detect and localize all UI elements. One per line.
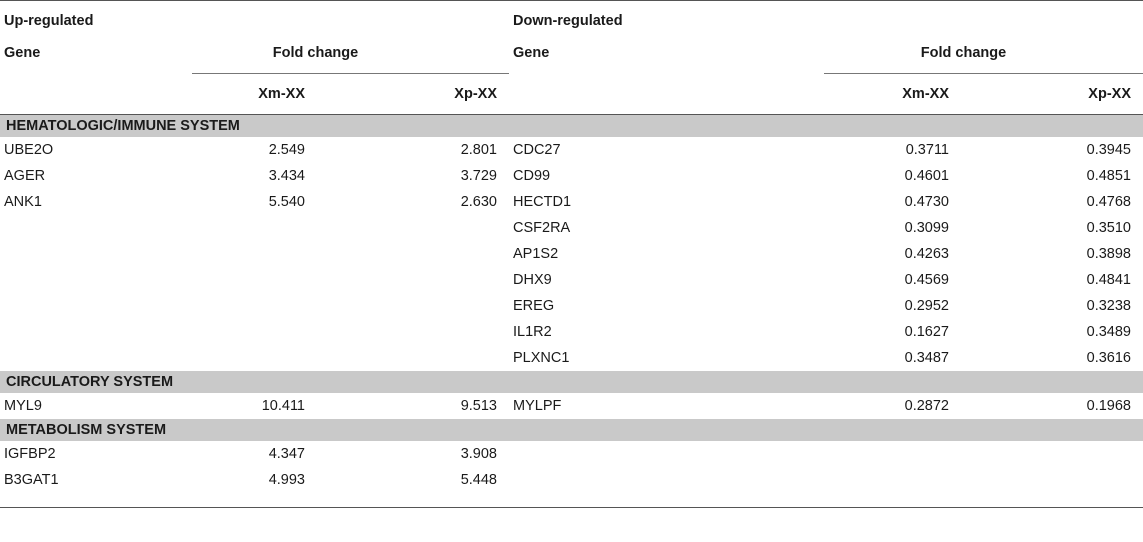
- up-xm-cell: [192, 241, 347, 267]
- group-header-row: [0, 1, 1143, 42]
- down-xm-header: Xm-XX: [902, 86, 949, 102]
- up-gene-cell: MYL9: [4, 398, 42, 414]
- up-gene-header: Gene: [4, 45, 41, 61]
- down-xp-cell: [949, 441, 1143, 467]
- section-header-row: [0, 115, 1143, 138]
- down-gene-cell: [509, 467, 631, 493]
- up-xm-cell: 2.549: [268, 142, 305, 158]
- up-gene-cell: IGFBP2: [4, 446, 56, 462]
- down-gene-header: Gene: [513, 45, 550, 61]
- section-title: METABOLISM SYSTEM: [0, 419, 1143, 441]
- up-fold-change-header: Fold change: [192, 41, 509, 74]
- down-xm-cell: [824, 467, 949, 493]
- down-gene-cell: PLXNC1: [513, 350, 570, 366]
- up-xm-cell: 5.540: [268, 194, 305, 210]
- down-xm-cell: 0.3099: [904, 220, 949, 236]
- spacer-cell: [631, 267, 824, 293]
- up-xm-header: Xm-XX: [258, 86, 305, 102]
- up-xp-header: Xp-XX: [454, 86, 497, 102]
- up-gene-cell: [0, 215, 192, 241]
- up-xm-cell: [192, 215, 347, 241]
- down-xp-cell: 0.4768: [1086, 194, 1131, 210]
- spacer-cell: [631, 345, 824, 371]
- up-gene-cell: [0, 241, 192, 267]
- table-row: [0, 267, 1143, 293]
- down-gene-cell: IL1R2: [513, 324, 552, 340]
- down-xp-cell: 0.3489: [1086, 324, 1131, 340]
- up-xm-cell: [192, 267, 347, 293]
- down-gene-cell: MYLPF: [513, 398, 562, 414]
- up-xp-cell: 9.513: [460, 398, 497, 414]
- up-xp-cell: [347, 345, 509, 371]
- spacer-cell: [631, 319, 824, 345]
- spacer-cell: [631, 467, 824, 493]
- up-xp-cell: 3.908: [460, 446, 497, 462]
- up-xm-cell: 4.993: [268, 472, 305, 488]
- down-xm-cell: 0.2872: [904, 398, 949, 414]
- up-xm-cell: [192, 345, 347, 371]
- down-gene-cell: CD99: [513, 168, 551, 184]
- down-xp-cell: [949, 467, 1143, 493]
- section-header-row: [0, 419, 1143, 441]
- table-row: [0, 345, 1143, 371]
- up-xp-cell: [347, 267, 509, 293]
- down-xm-cell: 0.3711: [905, 142, 949, 158]
- up-gene-cell: [0, 293, 192, 319]
- down-fold-change-header: Fold change: [824, 41, 1143, 74]
- up-gene-cell: ANK1: [4, 194, 42, 210]
- down-xm-cell: [824, 441, 949, 467]
- down-xp-cell: 0.3238: [1086, 298, 1131, 314]
- down-xp-cell: 0.3616: [1086, 350, 1131, 366]
- spacer-cell: [631, 393, 824, 419]
- down-xm-cell: 0.4569: [904, 272, 949, 288]
- down-gene-cell: CDC27: [513, 142, 561, 158]
- down-xm-cell: 0.1627: [904, 324, 949, 340]
- up-xm-cell: [192, 319, 347, 345]
- table-row: [0, 293, 1143, 319]
- down-xp-cell: 0.4851: [1086, 168, 1131, 184]
- section-title: CIRCULATORY SYSTEM: [0, 371, 1143, 393]
- up-xm-cell: 4.347: [268, 446, 305, 462]
- up-xp-cell: 5.448: [460, 472, 497, 488]
- down-xm-cell: 0.4263: [904, 246, 949, 262]
- down-xm-cell: 0.2952: [904, 298, 949, 314]
- up-xm-cell: 10.411: [261, 398, 305, 414]
- up-gene-cell: [0, 267, 192, 293]
- spacer-cell: [631, 293, 824, 319]
- down-gene-cell: CSF2RA: [513, 220, 571, 236]
- down-regulated-header: Down-regulated: [513, 13, 623, 29]
- down-xp-cell: 0.1968: [1086, 398, 1131, 414]
- spacer-cell: [631, 441, 824, 467]
- up-xp-cell: [347, 241, 509, 267]
- table-row: [0, 441, 1143, 467]
- down-xp-header: Xp-XX: [1088, 86, 1131, 102]
- down-gene-cell: [509, 441, 631, 467]
- spacer-cell: [631, 163, 824, 189]
- down-xp-cell: 0.3945: [1086, 142, 1131, 158]
- spacer-cell: [631, 241, 824, 267]
- up-xp-cell: 2.801: [460, 142, 497, 158]
- up-xp-cell: [347, 319, 509, 345]
- table-row: [0, 319, 1143, 345]
- table-row: [0, 215, 1143, 241]
- up-xm-cell: [192, 293, 347, 319]
- table-row: [0, 137, 1143, 163]
- down-xm-cell: 0.4601: [904, 168, 949, 184]
- spacer-cell: [631, 137, 824, 163]
- section-title: HEMATOLOGIC/IMMUNE SYSTEM: [0, 115, 1143, 138]
- down-gene-cell: DHX9: [513, 272, 552, 288]
- up-xp-cell: 3.729: [460, 168, 497, 184]
- up-regulated-header: Up-regulated: [4, 13, 94, 29]
- down-xp-cell: 0.4841: [1086, 272, 1131, 288]
- section-header-row: [0, 371, 1143, 393]
- down-xm-cell: 0.3487: [904, 350, 949, 366]
- up-xm-cell: 3.434: [268, 168, 305, 184]
- up-xp-cell: 2.630: [460, 194, 497, 210]
- down-gene-cell: EREG: [513, 298, 555, 314]
- down-xp-cell: 0.3510: [1086, 220, 1131, 236]
- up-gene-cell: [0, 345, 192, 371]
- spacer-cell: [631, 215, 824, 241]
- table-row: [0, 241, 1143, 267]
- table-bottom-rule: [0, 493, 1143, 508]
- down-gene-cell: HECTD1: [513, 194, 572, 210]
- spacer-cell: [631, 189, 824, 215]
- subheader-row: [0, 74, 1143, 115]
- up-xp-cell: [347, 293, 509, 319]
- down-xp-cell: 0.3898: [1086, 246, 1131, 262]
- up-gene-cell: AGER: [4, 168, 46, 184]
- table-row: [0, 467, 1143, 493]
- up-xp-cell: [347, 215, 509, 241]
- down-gene-cell: AP1S2: [513, 246, 559, 262]
- table-row: [0, 393, 1143, 419]
- table-row: [0, 163, 1143, 189]
- up-gene-cell: B3GAT1: [4, 472, 59, 488]
- down-xm-cell: 0.4730: [904, 194, 949, 210]
- table-row: [0, 189, 1143, 215]
- gene-header-row: [0, 41, 1143, 74]
- up-gene-cell: [0, 319, 192, 345]
- up-gene-cell: UBE2O: [4, 142, 54, 158]
